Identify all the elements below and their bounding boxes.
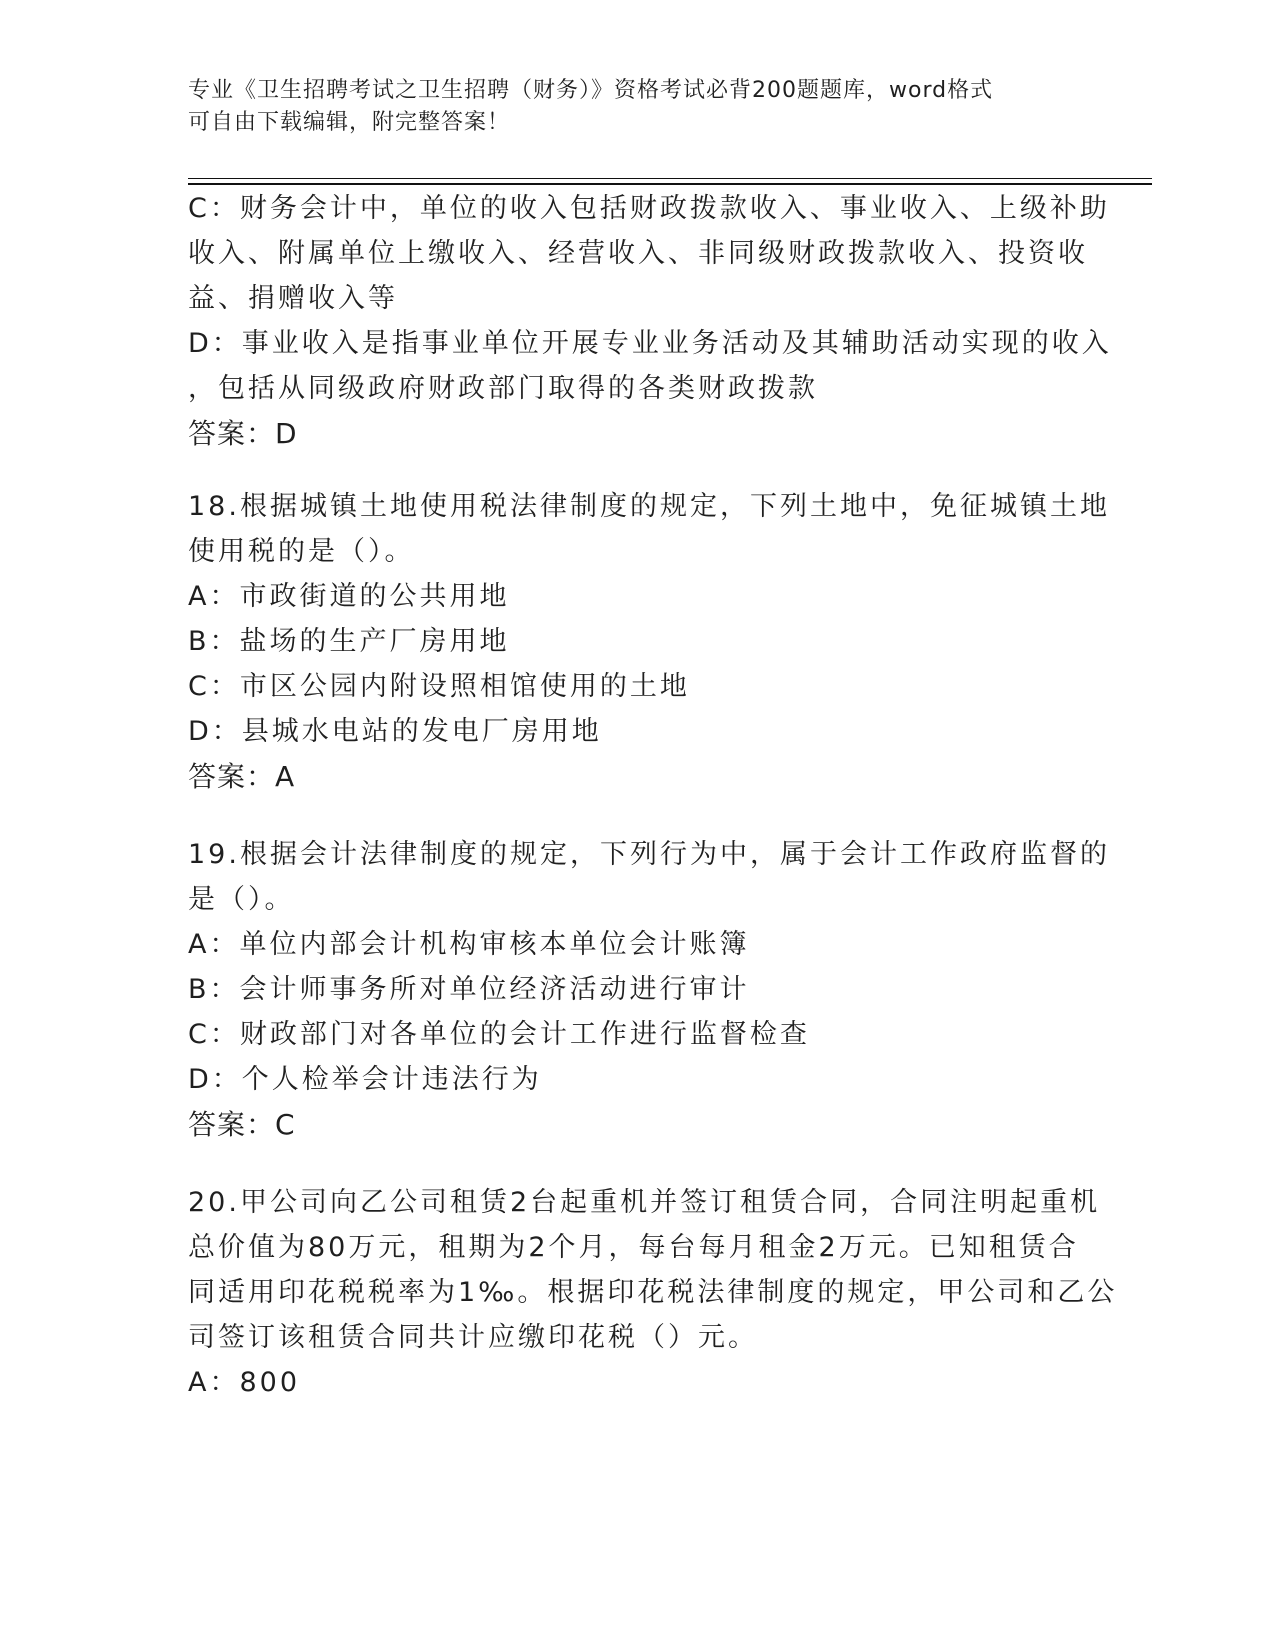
question-line: D：事业收入是指事业单位开展专业业务活动及其辅助活动实现的收入 <box>188 328 1112 359</box>
question-17-continued <box>188 186 1112 456</box>
document-header <box>188 75 1088 139</box>
question-line: 是（）。 <box>188 884 295 915</box>
option-c: C：市区公园内附设照相馆使用的土地 <box>188 671 690 702</box>
question-line: 19.根据会计法律制度的规定，下列行为中，属于会计工作政府监督的 <box>188 839 1110 870</box>
option-b: B：会计师事务所对单位经济活动进行审计 <box>188 974 750 1005</box>
question-line: 使用税的是（）。 <box>188 536 415 567</box>
header-rule-thin <box>188 178 1152 179</box>
question-line: 18.根据城镇土地使用税法律制度的规定，下列土地中，免征城镇土地 <box>188 491 1110 522</box>
option-b: B：盐场的生产厂房用地 <box>188 626 510 657</box>
question-line: ，包括从同级政府财政部门取得的各类财政拨款 <box>188 373 818 404</box>
question-line: 司签订该租赁合同共计应缴印花税（）元。 <box>188 1322 758 1353</box>
question-line: 益、捐赠收入等 <box>188 283 398 314</box>
option-c: C：财政部门对各单位的会计工作进行监督检查 <box>188 1019 810 1050</box>
question-line: 收入、附属单位上缴收入、经营收入、非同级财政拨款收入、投资收 <box>188 238 1088 269</box>
question-20 <box>188 1180 1118 1405</box>
header-line-1: 专业《卫生招聘考试之卫生招聘（财务）》资格考试必背200题题库，word格式 <box>188 78 994 103</box>
option-a: A：单位内部会计机构审核本单位会计账簿 <box>188 929 750 960</box>
question-line: 总价值为80万元，租期为2个月，每台每月租金2万元。已知租赁合 <box>188 1232 1079 1263</box>
question-19 <box>188 832 1110 1147</box>
option-d: D：个人检举会计违法行为 <box>188 1064 542 1095</box>
answer-line: 答案：D <box>188 417 298 450</box>
option-a: A：800 <box>188 1367 301 1398</box>
answer-line: 答案：C <box>188 1108 296 1141</box>
question-line: 20.甲公司向乙公司租赁2台起重机并签订租赁合同，合同注明起重机 <box>188 1187 1101 1218</box>
answer-line: 答案：A <box>188 760 296 793</box>
question-line: 同适用印花税税率为1‰。根据印花税法律制度的规定，甲公司和乙公 <box>188 1277 1118 1308</box>
question-18 <box>188 484 1110 799</box>
option-a: A：市政街道的公共用地 <box>188 581 510 612</box>
header-rule-thick <box>188 183 1152 185</box>
header-line-2: 可自由下载编辑，附完整答案！ <box>188 110 511 135</box>
question-line: C：财务会计中，单位的收入包括财政拨款收入、事业收入、上级补助 <box>188 193 1110 224</box>
option-d: D：县城水电站的发电厂房用地 <box>188 716 602 747</box>
